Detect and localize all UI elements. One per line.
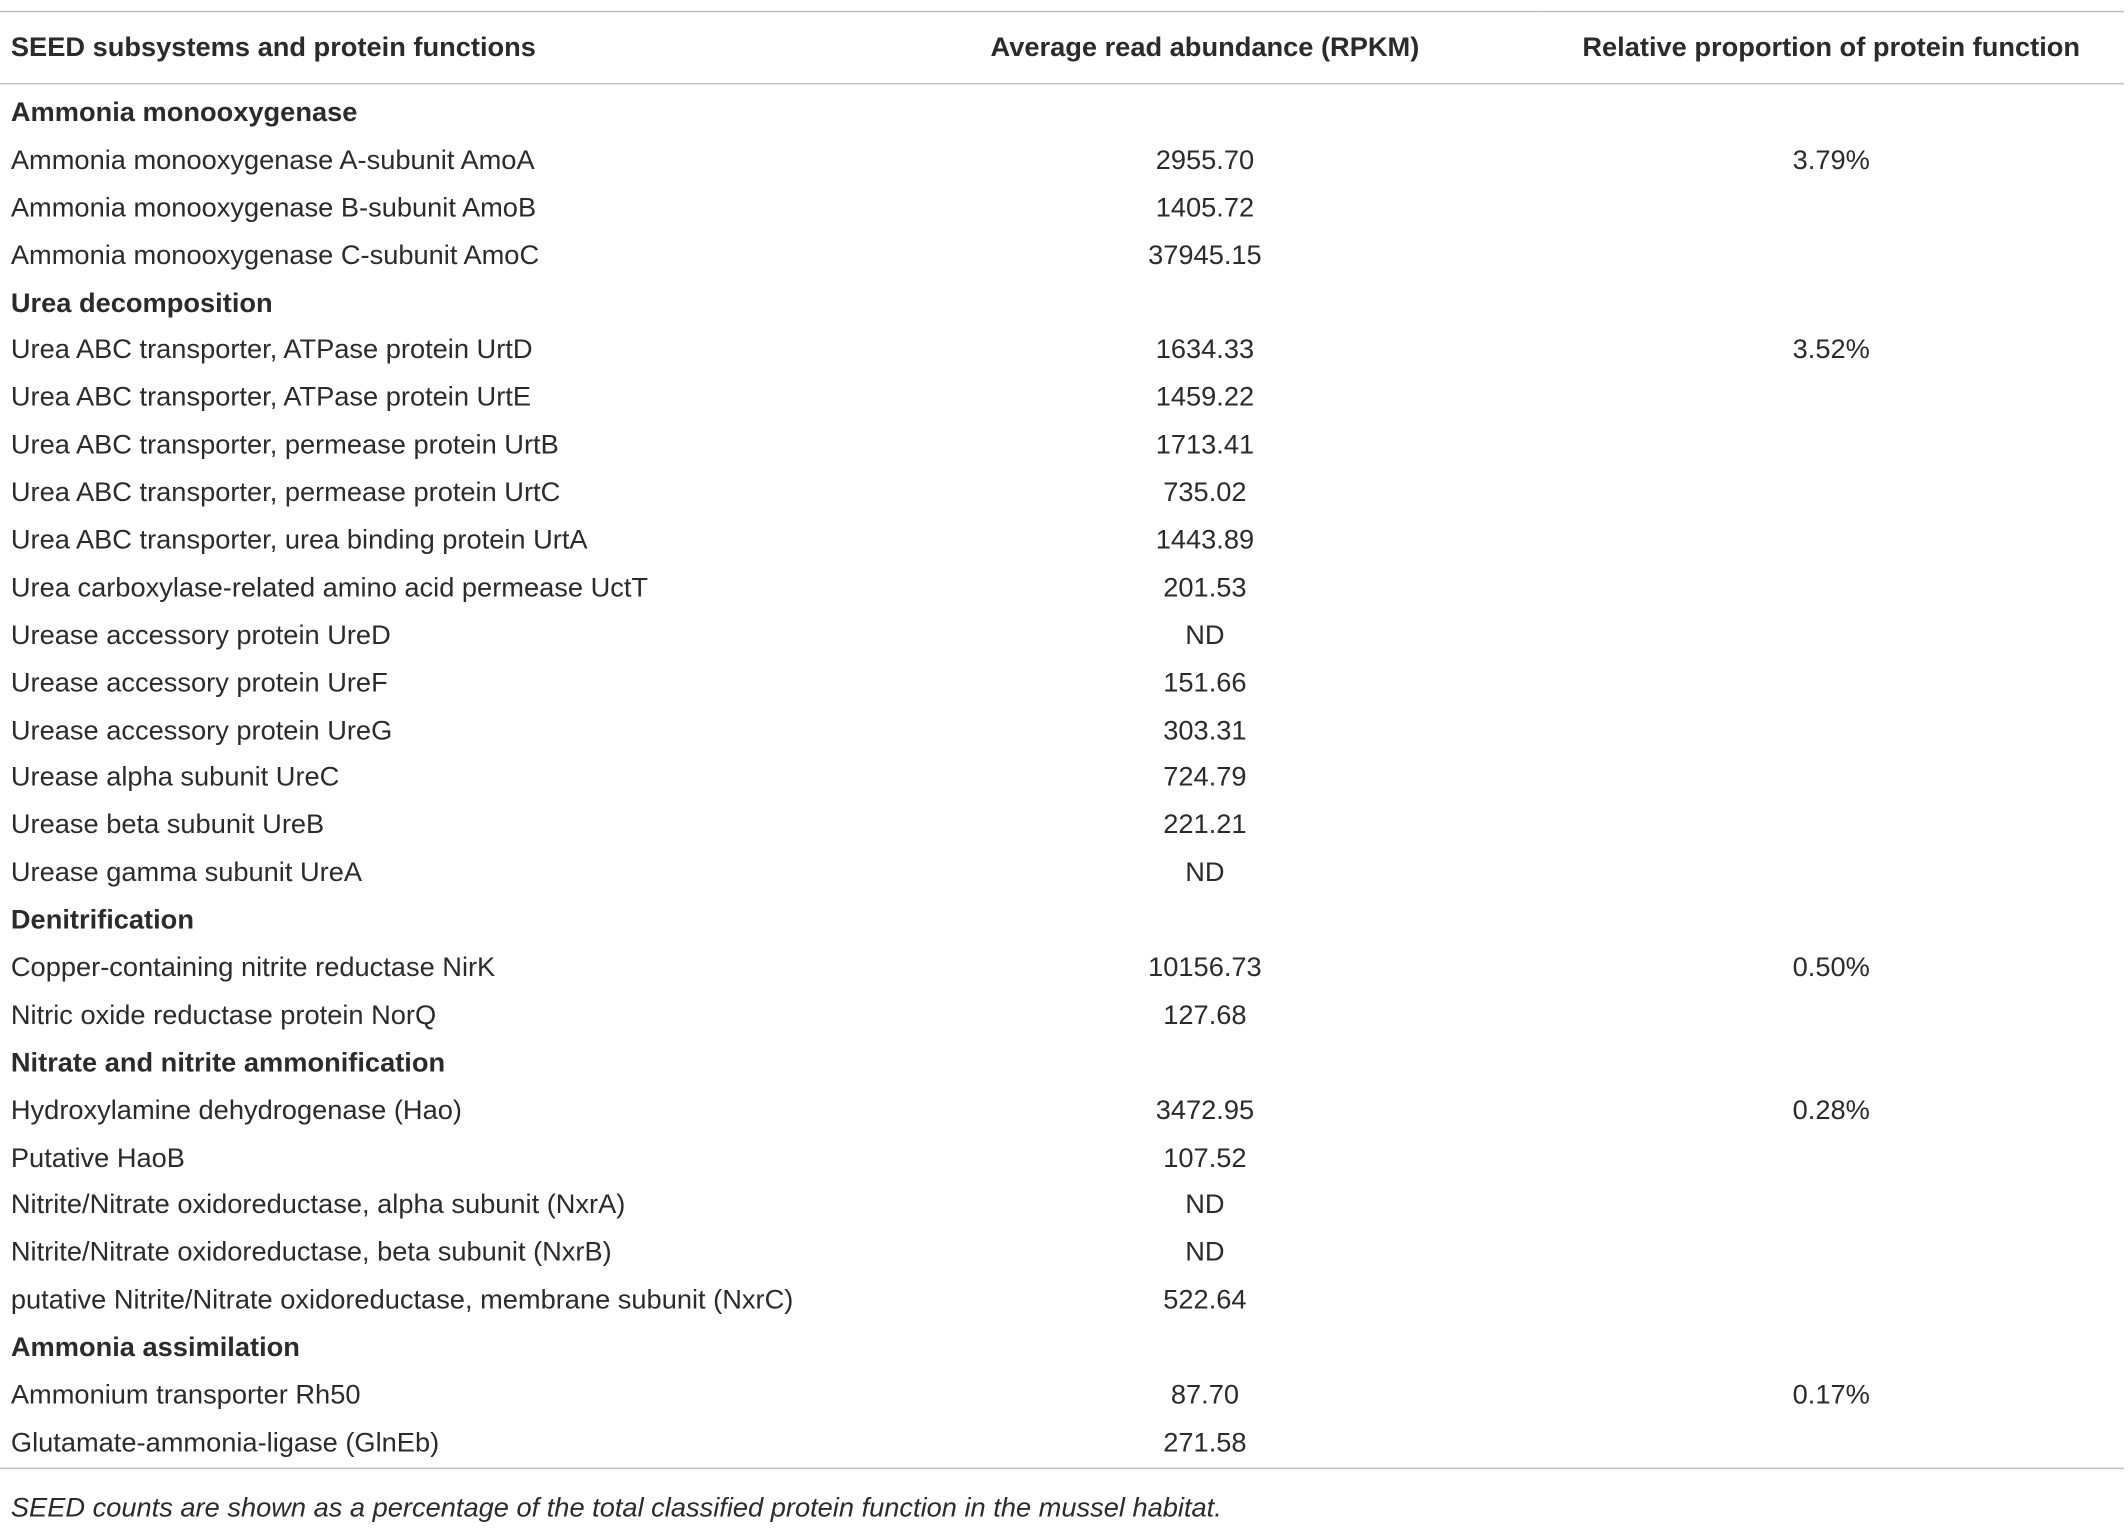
table-row (0, 850, 2124, 898)
protein-function-cell: Urease alpha subunit UreC (10, 762, 340, 793)
table-header (0, 12, 2124, 84)
rpkm-cell: 2955.70 (1155, 145, 1255, 176)
proportion-cell (1538, 1420, 2123, 1468)
table-row (0, 1182, 2124, 1230)
proportion-cell (1538, 1230, 2123, 1278)
protein-function-cell: Putative HaoB (10, 1143, 185, 1173)
rpkm-cell: 1405.72 (1155, 192, 1255, 223)
section-empty-cell (1538, 280, 2123, 328)
rpkm-cell: 522.64 (1163, 1285, 1247, 1316)
rpkm-cell: 3472.95 (1155, 1095, 1255, 1126)
rpkm-cell: 127.68 (1163, 1000, 1247, 1031)
proportion-cell (1538, 185, 2123, 233)
proportion-cell (1538, 992, 2123, 1040)
rpkm-cell: 37945.15 (1148, 240, 1262, 271)
table-row (0, 707, 2124, 755)
proportion-cell (1538, 850, 2123, 898)
proportion-cell (1538, 1277, 2123, 1325)
protein-function-cell: putative Nitrite/Nitrate oxidoreductase, membrane subunit (NxrC) (10, 1285, 794, 1316)
protein-function-cell: Glutamate-ammonia-ligase (GlnEb) (0, 1420, 871, 1468)
proportion-cell (1538, 375, 2123, 423)
table-row (0, 992, 2124, 1040)
section-row (0, 84, 2124, 138)
rpkm-cell: 1634.33 (1155, 335, 1255, 366)
table-row (0, 1135, 2124, 1183)
table-row (0, 945, 2124, 993)
section-empty-cell (871, 1040, 1538, 1088)
rpkm-cell: 221.21 (1163, 810, 1247, 841)
table-row (0, 660, 2124, 708)
protein-function-cell: Hydroxylamine dehydrogenase (Hao) (10, 1095, 462, 1126)
table-row (0, 755, 2124, 803)
table-row (0, 1230, 2124, 1278)
protein-function-cell: Urea ABC transporter, urea binding protein UrtA (10, 525, 588, 556)
protein-function-cell: Urea ABC transporter, permease protein UrtB (10, 430, 559, 461)
section-empty-cell (1538, 1040, 2123, 1088)
proportion-cell (1538, 470, 2123, 518)
rpkm-cell: ND (1185, 858, 1225, 888)
table-row (0, 1372, 2124, 1420)
protein-function-cell: Ammonia monooxygenase B-subunit AmoB (10, 192, 537, 223)
section-title: Denitrification (10, 905, 194, 936)
header-average-read-abundance: Average read abundance (RPKM) (871, 12, 1538, 84)
table-row (0, 327, 2124, 375)
header-row (0, 12, 2124, 84)
table-row (0, 470, 2124, 518)
protein-function-cell: Urease accessory protein UreG (10, 715, 393, 746)
proportion-cell: 0.17% (1792, 1380, 1870, 1411)
protein-function-cell: Ammonia monooxygenase A-subunit AmoA (10, 145, 535, 176)
section-empty-cell (871, 897, 1538, 945)
section-row (0, 897, 2124, 945)
protein-function-cell: Urease accessory protein UreD (10, 620, 391, 651)
section-title: Ammonia monooxygenase (10, 97, 358, 128)
proportion-cell (1538, 1135, 2123, 1183)
rpkm-cell: 201.53 (1163, 572, 1247, 603)
section-row (0, 1040, 2124, 1088)
protein-function-cell: Ammonium transporter Rh50 (10, 1380, 361, 1411)
rpkm-cell: 1459.22 (1155, 382, 1255, 413)
protein-function-cell: Nitrite/Nitrate oxidoreductase, beta subunit (NxrB) (10, 1238, 612, 1268)
rpkm-cell: ND (1185, 620, 1225, 651)
proportion-cell (1538, 1182, 2123, 1230)
protein-function-cell: Nitric oxide reductase protein NorQ (10, 1000, 437, 1031)
header-seed-subsystems: SEED subsystems and protein functions (0, 12, 871, 84)
rpkm-cell: 724.79 (1163, 762, 1247, 793)
protein-function-table (0, 11, 2124, 1469)
protein-function-cell: Urease gamma subunit UreA (10, 858, 363, 888)
section-empty-cell (1538, 897, 2123, 945)
table-row (0, 375, 2124, 423)
proportion-cell: 0.50% (1792, 953, 1870, 983)
table-row (0, 422, 2124, 470)
section-empty-cell (1538, 1325, 2123, 1373)
protein-function-cell: Urea carboxylase-related amino acid permease UctT (10, 572, 649, 603)
protein-function-cell: Urea ABC transporter, permease protein UrtC (10, 477, 561, 508)
proportion-cell (1538, 422, 2123, 470)
rpkm-cell: ND (1185, 1238, 1225, 1268)
rpkm-cell: 87.70 (1170, 1380, 1240, 1411)
rpkm-cell: 10156.73 (1148, 953, 1262, 983)
table-row (0, 612, 2124, 660)
protein-function-cell: Copper-containing nitrite reductase NirK (10, 953, 496, 983)
rpkm-cell: 735.02 (1163, 477, 1247, 508)
proportion-cell (1538, 707, 2123, 755)
rpkm-cell: 151.66 (1163, 667, 1247, 698)
section-row (0, 1325, 2124, 1373)
table-row (0, 802, 2124, 850)
rpkm-cell: 107.52 (1163, 1143, 1247, 1173)
section-title: Ammonia assimilation (10, 1333, 300, 1363)
protein-function-cell: Urease beta subunit UreB (10, 810, 325, 841)
proportion-cell (1538, 517, 2123, 565)
section-title: Urea decomposition (10, 287, 273, 318)
header-relative-proportion: Relative proportion of protein function (1538, 12, 2123, 84)
proportion-cell (1538, 232, 2123, 280)
protein-function-cell: Nitrite/Nitrate oxidoreductase, alpha subunit (NxrA) (10, 1190, 626, 1221)
table-row (0, 232, 2124, 280)
rpkm-cell: ND (1185, 1190, 1225, 1221)
proportion-cell: 3.52% (1792, 335, 1870, 366)
proportion-cell: 3.79% (1792, 145, 1870, 176)
table-row (0, 517, 2124, 565)
table-body (0, 84, 2124, 1468)
section-empty-cell (871, 280, 1538, 328)
rpkm-cell: 1443.89 (1155, 525, 1255, 556)
rpkm-cell: 303.31 (1163, 715, 1247, 746)
protein-function-cell: Urea ABC transporter, ATPase protein UrtE (10, 382, 532, 413)
proportion-cell (1538, 660, 2123, 708)
proportion-cell (1538, 755, 2123, 803)
rpkm-cell: 271.58 (871, 1420, 1538, 1468)
protein-function-cell: Urease accessory protein UreF (10, 667, 388, 698)
protein-function-cell: Urea ABC transporter, ATPase protein UrtD (10, 335, 533, 366)
proportion-cell: 0.28% (1792, 1095, 1870, 1126)
table-row (0, 185, 2124, 233)
section-empty-cell (871, 1325, 1538, 1373)
section-empty-cell (1538, 84, 2123, 138)
proportion-cell (1538, 802, 2123, 850)
table-footnote: SEED counts are shown as a percentage of the total classified protein function in the mussel habitat. (10, 1493, 1222, 1524)
section-title: Nitrate and nitrite ammonification (10, 1048, 446, 1078)
table-row (0, 137, 2124, 185)
table-row (0, 565, 2124, 613)
section-row (0, 280, 2124, 328)
table-row (0, 1277, 2124, 1325)
table-row (0, 1420, 2124, 1468)
proportion-cell (1538, 612, 2123, 660)
section-empty-cell (871, 84, 1538, 138)
protein-function-cell: Ammonia monooxygenase C-subunit AmoC (10, 240, 540, 271)
proportion-cell (1538, 565, 2123, 613)
table-row (0, 1087, 2124, 1135)
rpkm-cell: 1713.41 (1155, 430, 1255, 461)
